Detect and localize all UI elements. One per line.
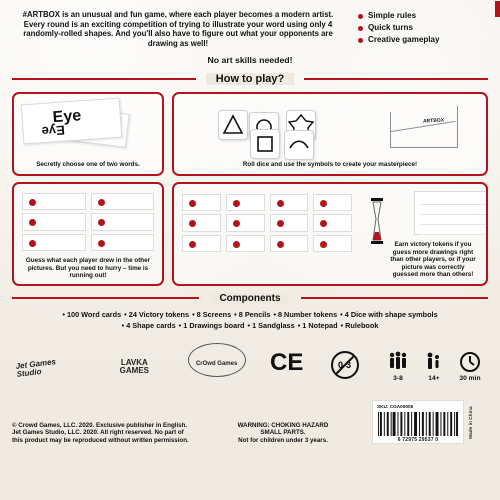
jet-games-logo: Jet Games Studio xyxy=(15,356,57,379)
drawing-card xyxy=(270,235,309,252)
component-item: • 1 Notepad xyxy=(298,321,338,332)
components-title: Components xyxy=(211,293,288,304)
clock-icon xyxy=(458,350,482,374)
feature-item xyxy=(358,35,488,46)
ce-mark: CE xyxy=(269,349,304,377)
notepad-illustration xyxy=(414,191,488,235)
barcode-box xyxy=(372,400,464,444)
component-item: • 4 Dice with shape symbols xyxy=(340,310,437,321)
divider-line xyxy=(12,78,196,80)
top-info-row xyxy=(12,10,488,49)
feature-label: Quick turns xyxy=(368,22,413,32)
drawing-board-illustration xyxy=(380,104,464,156)
component-item: • 8 Pencils xyxy=(234,310,270,321)
no-art-skills-text: No art skills needed! xyxy=(207,54,293,65)
die-icon xyxy=(218,110,248,140)
step-caption: Earn victory tokens if you guess more drawings right than other players, or if your picture was correctly guessed more than others! xyxy=(390,241,476,279)
step-caption: Secretly choose one of two words. xyxy=(36,161,140,169)
footer xyxy=(12,400,488,444)
crowd-games-logo: CrOwd Games xyxy=(188,343,246,377)
red-token-icon xyxy=(29,240,36,247)
red-token-icon xyxy=(233,241,240,248)
board-stand-line xyxy=(457,106,458,148)
red-token-icon xyxy=(277,220,284,227)
red-token-icon xyxy=(29,219,36,226)
components-row xyxy=(12,310,488,321)
notepad-row xyxy=(420,207,486,215)
sandglass-icon xyxy=(369,197,385,245)
components-list xyxy=(12,310,488,331)
guess-card-grid-large xyxy=(182,194,352,252)
players-icon xyxy=(386,350,410,374)
drawing-card xyxy=(91,213,155,230)
red-token-icon xyxy=(189,241,196,248)
logo-row xyxy=(12,343,488,395)
age-icon xyxy=(422,350,446,374)
red-edge-tab xyxy=(495,1,500,17)
game-intro: #ARTBOX is an unusual and fun game, where each player becomes a modern artist. Every round is an exciting competition of trying to illustrate your word using only 4 randomly-rolled shapes. And you'll also have to figure out what your opponents are drawing as well! xyxy=(22,10,334,49)
bullet-icon xyxy=(358,14,363,19)
lavka-games-logo: LAVKA GAMES xyxy=(119,357,149,376)
time-stat xyxy=(458,350,482,382)
red-token-icon xyxy=(98,240,105,247)
time-value: 30 min xyxy=(459,375,481,383)
warning-line: SMALL PARTS. xyxy=(260,429,306,437)
step-guess-panel xyxy=(12,182,164,286)
red-token-icon xyxy=(277,241,284,248)
component-item: • 100 Word cards xyxy=(62,310,121,321)
board-base-line xyxy=(390,147,457,148)
dice-illustration xyxy=(218,110,363,155)
drawing-card xyxy=(22,193,86,210)
feature-list xyxy=(358,11,488,47)
red-token-icon xyxy=(320,200,327,207)
made-in-text: Made in China xyxy=(469,406,474,440)
bullet-icon xyxy=(358,26,363,31)
notepad-row xyxy=(420,217,486,225)
sku-label: SKU: CGA00005 xyxy=(377,404,414,410)
card-word-main: Eye xyxy=(52,107,82,127)
how-to-play-steps xyxy=(12,92,488,286)
drawing-card xyxy=(226,194,265,211)
choking-warning xyxy=(227,422,339,444)
divider-line xyxy=(12,297,199,299)
warning-line: Not for children under 3 years. xyxy=(238,436,328,444)
divider-line xyxy=(301,297,488,299)
feature-label: Creative gameplay xyxy=(368,34,440,44)
die-icon xyxy=(250,129,280,159)
drawing-card xyxy=(313,235,352,252)
game-stats xyxy=(386,350,482,382)
red-token-icon xyxy=(233,200,240,207)
drawing-card xyxy=(22,234,86,251)
component-item: • 8 Screens xyxy=(192,310,231,321)
drawing-card xyxy=(226,235,265,252)
step-caption: Guess what each player drew in the other pictures. But you need to hurry – time is running out! xyxy=(25,257,151,280)
drawing-card xyxy=(182,214,221,231)
players-stat xyxy=(386,350,410,382)
red-token-icon xyxy=(29,199,36,206)
barcode-number: 6 72975 29537 0 xyxy=(397,436,439,443)
word-card-front xyxy=(21,98,123,145)
step-caption: Roll dice and use the symbols to create your masterpiece! xyxy=(242,161,418,169)
component-item: • 1 Sandglass xyxy=(248,321,295,332)
how-to-play-title: How to play? xyxy=(206,73,294,85)
components-row xyxy=(12,321,488,332)
notepad-row xyxy=(420,197,486,205)
feature-label: Simple rules xyxy=(368,11,417,20)
barcode-icon xyxy=(377,412,459,436)
drawing-card xyxy=(226,214,265,231)
step-score-panel xyxy=(172,182,488,286)
players-value: 3-8 xyxy=(393,375,403,383)
drawing-card xyxy=(313,194,352,211)
red-token-icon xyxy=(233,220,240,227)
drawing-card xyxy=(182,194,221,211)
notepad-row xyxy=(420,227,486,235)
step-choose-word-panel xyxy=(12,92,164,176)
red-token-icon xyxy=(98,199,105,206)
component-item: • 1 Drawings board xyxy=(179,321,245,332)
age-stat xyxy=(422,350,446,382)
red-token-icon xyxy=(189,200,196,207)
svg-text:0-3: 0-3 xyxy=(337,360,351,371)
drawing-card xyxy=(22,213,86,230)
red-token-icon xyxy=(277,200,284,207)
component-item: • 4 Shape cards xyxy=(122,321,176,332)
guess-card-grid xyxy=(22,193,154,251)
bullet-icon xyxy=(358,38,363,43)
board-label: ARTBOX xyxy=(422,117,445,125)
copyright-text: © Crowd Games, LLC. 2020. Exclusive publisher in English. Jet Games Studio, LLC. 2020. All right reserved. No part of this product may be reproduced without written permission. xyxy=(12,421,189,444)
red-token-icon xyxy=(320,220,327,227)
warning-title: WARNING: CHOKING HAZARD xyxy=(237,421,329,429)
drawing-card xyxy=(182,235,221,252)
drawing-card xyxy=(91,193,155,210)
age-value: 14+ xyxy=(428,375,440,383)
how-to-play-header xyxy=(12,73,488,85)
component-item: • 24 Victory tokens xyxy=(124,310,189,321)
drawing-card xyxy=(91,234,155,251)
red-token-icon xyxy=(98,219,105,226)
step-roll-dice-panel xyxy=(172,92,488,176)
card-word-upside: Eye xyxy=(41,122,66,140)
red-token-icon xyxy=(189,220,196,227)
feature-item xyxy=(358,11,488,22)
drawing-card xyxy=(270,194,309,211)
drawing-card xyxy=(270,214,309,231)
sku-barcode-area xyxy=(372,400,488,444)
feature-item xyxy=(358,23,488,34)
components-header xyxy=(12,293,488,304)
drawing-card xyxy=(313,214,352,231)
component-item: • 8 Number tokens xyxy=(273,310,337,321)
age-warning-icon xyxy=(328,348,362,382)
component-item: • Rulebook xyxy=(341,321,379,332)
die-icon xyxy=(284,130,314,160)
divider-line xyxy=(304,78,488,80)
red-token-icon xyxy=(320,241,327,248)
